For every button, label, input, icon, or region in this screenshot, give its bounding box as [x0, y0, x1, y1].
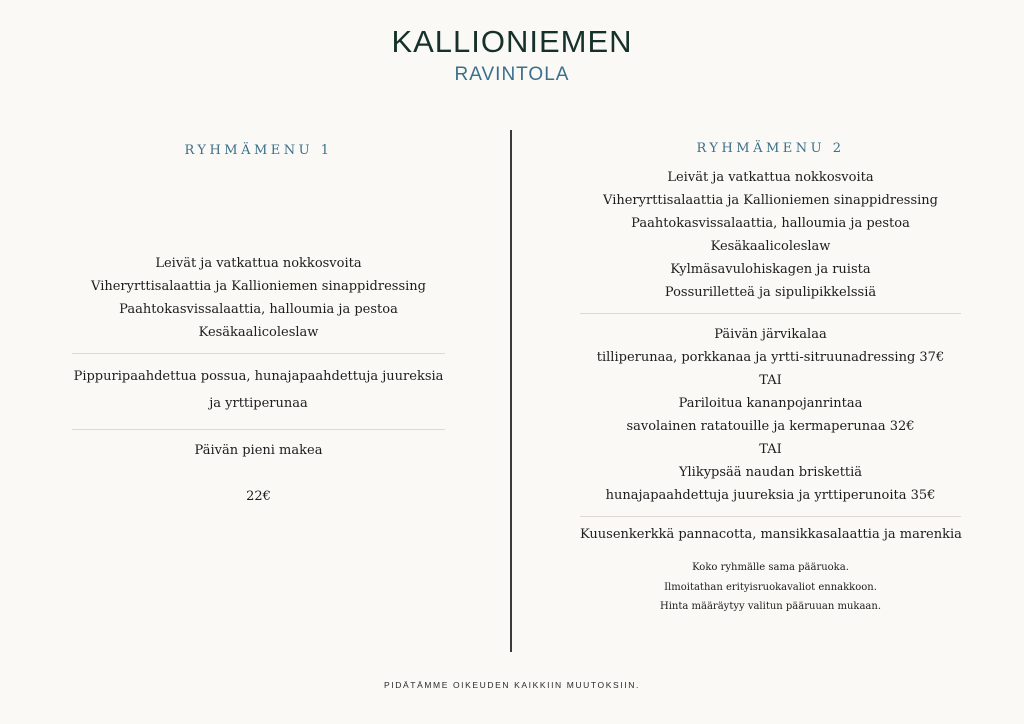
menu-item: Viheryrttisalaattia ja Kallioniemen sinappidressing [603, 193, 938, 208]
menu-item: Kylmäsavulohiskagen ja ruista [670, 262, 871, 277]
menu-item: Leivät ja vatkattua nokkosvoita [155, 256, 362, 271]
menu-item: Viheryrttisalaattia ja Kallioniemen sinappidressing [91, 279, 426, 294]
logo-subtitle: RAVINTOLA [454, 64, 570, 85]
column-divider [510, 130, 512, 652]
menu-item: Possurilletteä ja sipulipikkelssiä [664, 285, 877, 300]
menu-2 [580, 139, 961, 617]
menu-1-heading: RYHMÄMENU 1 [184, 143, 333, 158]
menu-1-starters [72, 252, 445, 344]
menu-item: Leivät ja vatkattua nokkosvoita [667, 170, 874, 185]
main-course-name: Päivän järvikalaa [714, 327, 827, 342]
note-line: Koko ryhmälle sama pääruoka. [692, 562, 849, 573]
or-separator: TAI [759, 373, 782, 388]
main-course-description: hunajapaahdettuja juureksia ja yrttiperunoita 35€ [605, 488, 936, 503]
or-separator: TAI [759, 442, 782, 457]
main-course-description: tilliperunaa, porkkanaa ja yrtti-sitruunadressing 37€ [596, 350, 945, 365]
menu-2-notes [580, 558, 961, 617]
note-line: Ilmoitathan erityisruokavaliot ennakkoon. [664, 581, 877, 593]
menu-2-main-courses [580, 323, 961, 507]
restaurant-logo [0, 24, 1024, 87]
main-course-description: savolainen ratatouille ja kermaperunaa 32€ [626, 419, 915, 434]
menu-item: Paahtokasvissalaattia, halloumia ja pestoa [631, 216, 910, 231]
menu-2-dessert: Kuusenkerkkä pannacotta, mansikkasalaattia ja marenkia [580, 527, 962, 542]
menu-item: Kesäkaalicoleslaw [710, 239, 831, 254]
menu-1-main-course: Pippuripaahdettua possua, hunajapaahdettuja juureksia ja yrttiperunaa [73, 369, 444, 411]
menu-item: Paahtokasvissalaattia, halloumia ja pestoa [119, 302, 398, 317]
main-course-name: Pariloitua kananpojanrintaa [678, 396, 863, 411]
footer-disclaimer: PIDÄTÄMME OIKEUDEN KAIKKIIN MUUTOKSIIN. [384, 680, 640, 690]
menu-2-starters [580, 166, 961, 304]
menu-1-dessert: Päivän pieni makea [194, 443, 323, 458]
menu-1-price: 22€ [246, 489, 271, 504]
main-course-name: Ylikypsää naudan briskettiä [678, 465, 863, 480]
menu-1 [72, 141, 445, 508]
note-line: Hinta määräytyy valitun pääruuan mukaan. [660, 601, 881, 612]
menu-item: Kesäkaalicoleslaw [198, 325, 319, 340]
menu-2-heading: RYHMÄMENU 2 [696, 141, 845, 156]
logo-title: KALLIONIEMEN [391, 24, 633, 59]
